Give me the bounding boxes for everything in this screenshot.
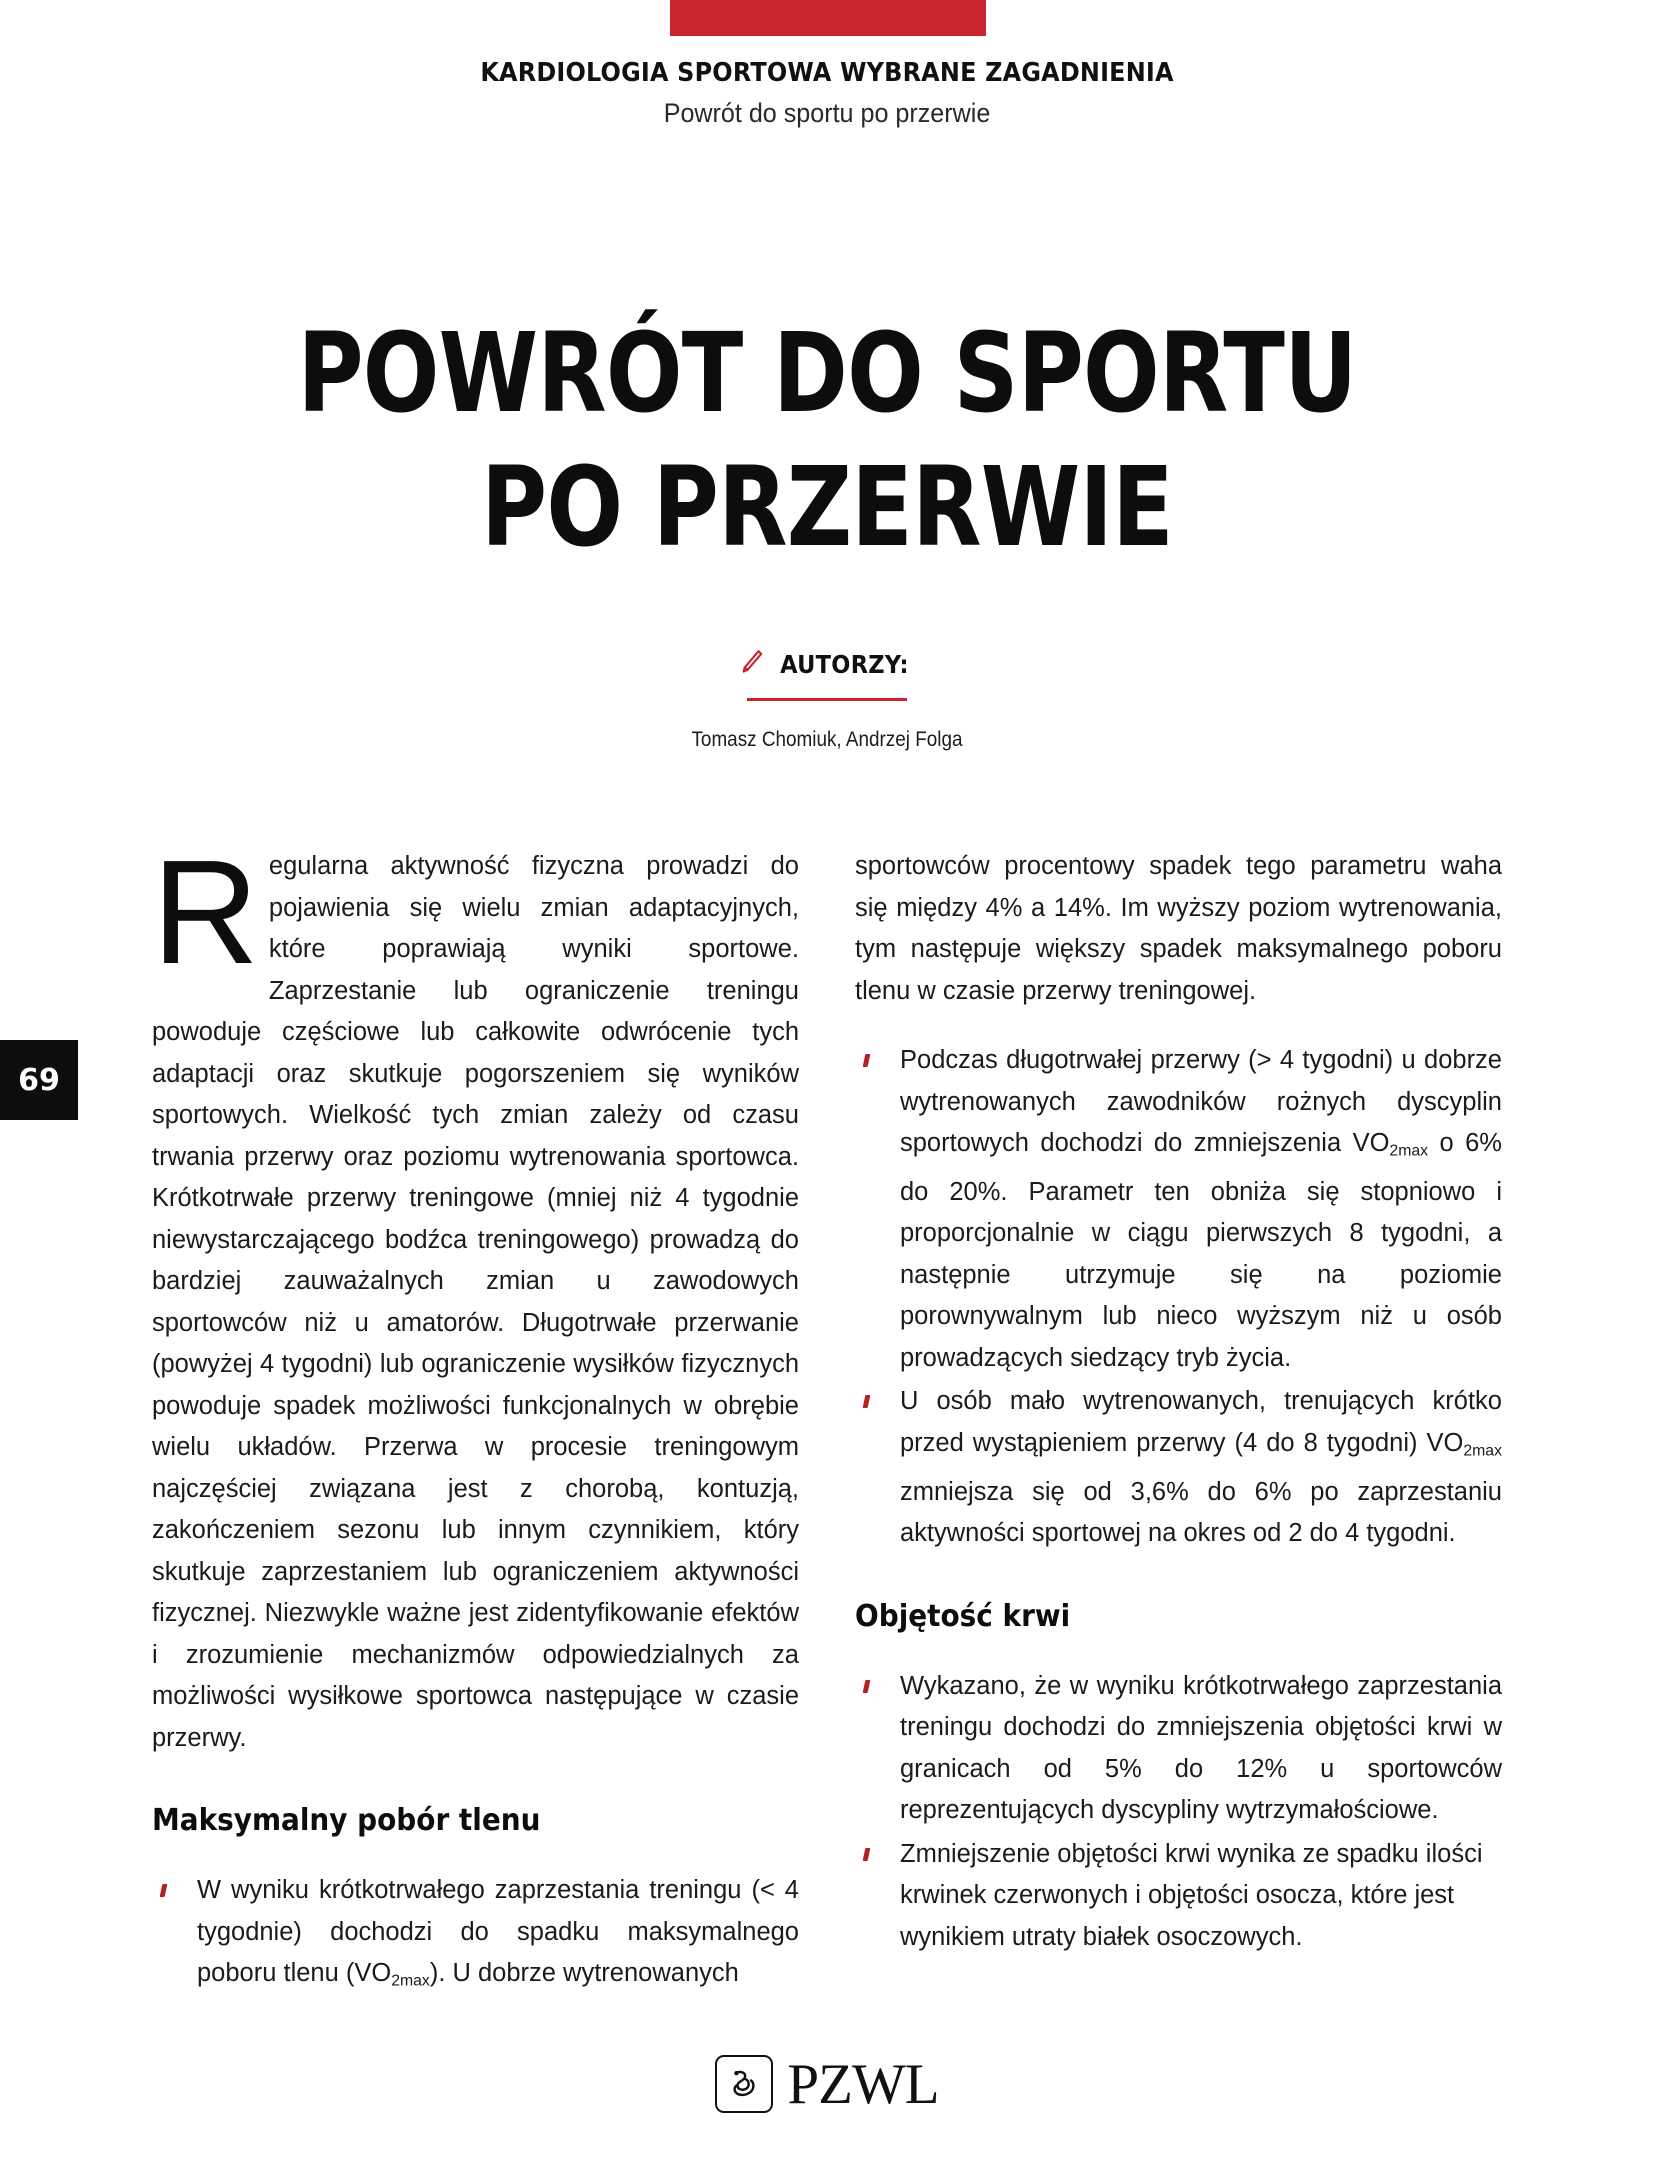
blood-volume-bullet-list — [855, 1666, 1502, 1959]
authors-rule — [747, 698, 907, 701]
lead-paragraph-text: egularna aktywność fizyczna prowadzi do pojawienia się wielu zmian adaptacyjnych, które poprawiają wyniki sportowe. Zaprzestanie lub ograniczenie treningu powoduje częściowe lub całkowite odwrócenie tych adaptacji oraz skutkuje pogorszeniem się wyników sportowych. Wielkość tych zmian zależy od czasu trwania przerwy oraz poziomu wytrenowania sportowca. Krótkotrwałe przerwy treningowe (mniej niż 4 tygodnie niewystarczającego bodźca treningowego) prowadzą do bardziej zauważalnych zmian u zawodowych sportowców niż u amatorów. Długotrwałe przerwanie (powyżej 4 tygodni) lub ograniczenie wysiłków fizycznych powoduje spadek możliwości funkcjonalnych w obrębie wielu układów. Przerwa w procesie treningowym najczęściej związana jest z chorobą, kontuzją, zakończeniem sezonu lub innym czynnikiem, który skutkuje zaprzestaniem lub ograniczeniem aktywności fizycznej. Niezwykle ważne jest zidentyfikowanie efektów i zrozumienie mechanizmów odpowiedzialnych za możliwości wysiłkowe sportowca następujące w czasie przerwy. — [152, 852, 799, 1752]
drop-cap: R — [152, 830, 259, 995]
page-title — [0, 309, 1654, 571]
publisher-logo — [0, 2052, 1654, 2116]
running-head-series: KARDIOLOGIA SPORTOWA WYBRANE ZAGADNIENIA — [480, 58, 1174, 88]
authors-label: AUTORZY: — [780, 650, 909, 679]
list-item: Zmniejszenie objętości krwi wynika ze spadku ilości krwinek czerwonych i objętości osocza, które jest wynikiem utraty białek osoczowych. — [855, 1834, 1502, 1959]
right-column — [855, 846, 1502, 2004]
body-columns — [152, 830, 1502, 2004]
section-heading-max-oxygen: Maksymalny pobór tlenu — [152, 1803, 541, 1838]
subscript-2max: 2max — [1389, 1142, 1429, 1160]
bullet-text-part-2: o 6% do 20%. Parametr ten obniża się stopniowo i proporcjonalnie w ciągu pierwszych 8 tygodni, a następnie utrzymuje się na poziomie porownywalnym lub nieco wyższym niż u osób prowadzących siedzący tryb życia. — [900, 1129, 1502, 1372]
list-item — [855, 1381, 1502, 1554]
running-head — [0, 58, 1654, 129]
bullet-text-part-1: Podczas długotrwałej przerwy (> 4 tygodni) u dobrze wytrenowanych zawodników rożnych dyscyplin sportowych dochodzi do zmniejszenia VO — [900, 1046, 1502, 1157]
subscript-2max: 2max — [391, 1972, 430, 1990]
bullet-text-part-1: W wyniku krótkotrwałego zaprzestania treningu (< 4 tygodnie) dochodzi do spadku maksymalnego poboru tlenu (VO — [197, 1876, 799, 1987]
page-number-value: 69 — [18, 1062, 60, 1098]
section-heading-blood-volume: Objętość krwi — [855, 1598, 1071, 1634]
page-title-line-1: POWRÓT DO SPORTU — [297, 309, 1357, 437]
page-number-badge — [0, 1040, 78, 1120]
top-red-bar — [670, 0, 986, 36]
serpent-logo-icon — [715, 2055, 773, 2113]
authors-block — [0, 648, 1654, 752]
list-item — [855, 1040, 1502, 1379]
bullet-text-part-2: ). U dobrze wytrenowanych — [429, 1959, 739, 1987]
running-head-chapter: Powrót do sportu po przerwie — [663, 98, 991, 128]
list-item — [152, 1870, 799, 2002]
max-oxygen-bullet-list — [152, 1870, 799, 2002]
authors-names: Tomasz Chomiuk, Andrzej Folga — [691, 728, 963, 751]
list-item: Wykazano, że w wyniku krótkotrwałego zaprzestania treningu dochodzi do zmniejszenia objętości krwi w granicach od 5% do 12% u sportowców reprezentujących dyscypliny wytrzymałościowe. — [855, 1666, 1502, 1832]
bullet-text-part-1: U osób mało wytrenowanych, trenujących krótko przed wystąpieniem przerwy (4 do 8 tygodni) VO — [900, 1387, 1502, 1457]
publisher-name: PZWL — [787, 2052, 939, 2116]
page-title-line-2: PO PRZERWIE — [481, 443, 1173, 571]
subscript-2max: 2max — [1463, 1442, 1502, 1460]
lead-paragraph — [152, 830, 799, 1759]
pencil-icon — [738, 648, 764, 681]
left-column — [152, 830, 799, 2004]
continuation-paragraph: sportowców procentowy spadek tego parametru waha się między 4% a 14%. Im wyższy poziom wytrenowania, tym następuje większy spadek maksymalnego poboru tlenu w czasie przerwy treningowej. — [855, 852, 1502, 1005]
authors-heading — [738, 648, 916, 681]
oxygen-bullet-list-continued — [855, 1040, 1502, 1555]
bullet-text-part-2: zmniejsza się od 3,6% do 6% po zaprzestaniu aktywności sportowej na okres od 2 do 4 tygodni. — [900, 1477, 1502, 1548]
